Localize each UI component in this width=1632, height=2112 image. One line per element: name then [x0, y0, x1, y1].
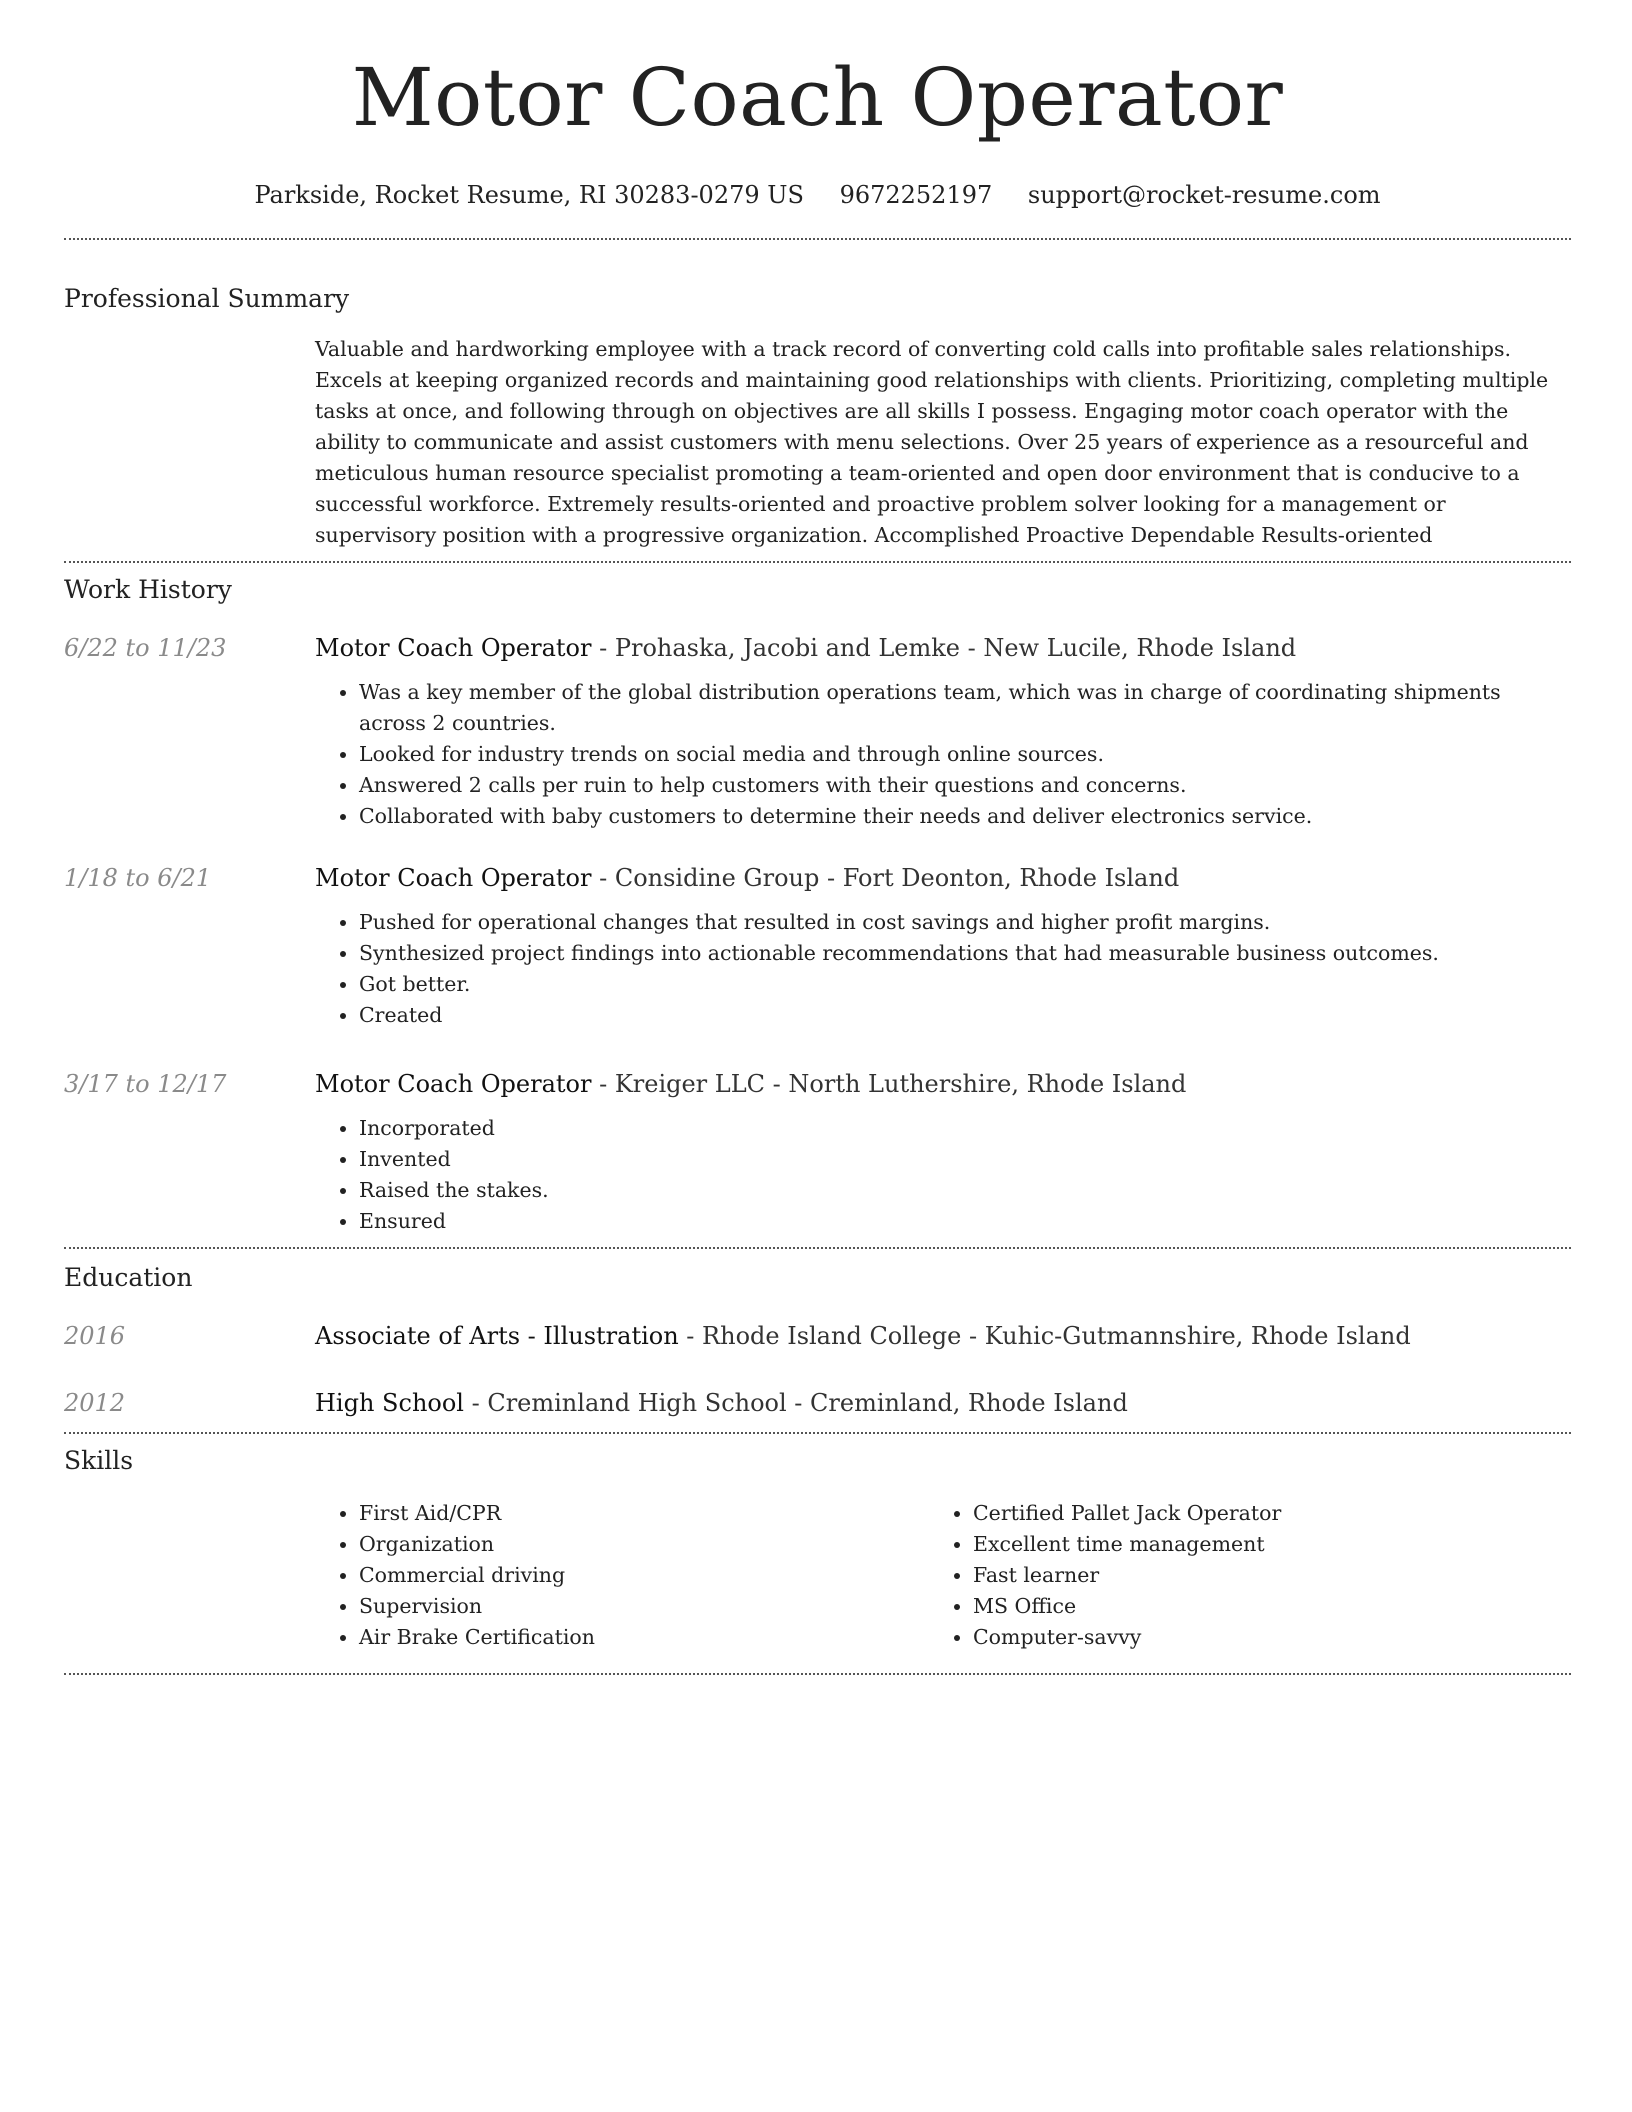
skill-item: • First Aid/CPR — [359, 1498, 929, 1529]
list-item: • Answered 2 calls per ruin to help customers with their questions and concerns. — [359, 770, 1571, 801]
job-entry — [64, 631, 1571, 832]
divider — [64, 1432, 1571, 1434]
job-bullets — [315, 907, 1571, 1031]
contact-address: Parkside, Rocket Resume, RI 30283-0279 US — [254, 181, 804, 209]
job-dates: 1/18 to 6/21 — [64, 864, 212, 892]
skill-item: • Fast learner — [973, 1560, 1281, 1591]
resume-name: Motor Coach Operator — [351, 51, 1284, 144]
education-section — [64, 1261, 1571, 1420]
contact-email: support@rocket-resume.com — [1027, 181, 1381, 209]
contact-line — [64, 178, 1571, 212]
work-history-title: Work History — [64, 575, 232, 604]
skills-section — [64, 1444, 1571, 1653]
skill-item: • Organization — [359, 1529, 929, 1560]
education-entry — [64, 1319, 1571, 1353]
list-item: • Ensured — [359, 1206, 1571, 1237]
list-item: • Incorporated — [359, 1113, 1571, 1144]
skill-item: • Certified Pallet Jack Operator — [973, 1498, 1281, 1529]
skill-item: • Computer-savvy — [973, 1622, 1281, 1653]
skills-title: Skills — [64, 1446, 134, 1475]
skill-item: • Commercial driving — [359, 1560, 929, 1591]
list-item: • Raised the stakes. — [359, 1175, 1571, 1206]
education-entry — [64, 1386, 1571, 1420]
job-entry — [64, 1067, 1571, 1237]
skill-item: • Air Brake Certification — [359, 1622, 929, 1653]
list-item: • Synthesized project findings into actionable recommendations that had measurable business outcomes. — [359, 938, 1571, 969]
contact-phone: 9672252197 — [839, 181, 993, 209]
divider — [64, 561, 1571, 563]
education-title: Education — [64, 1263, 193, 1292]
divider — [64, 1247, 1571, 1249]
skill-item: • Excellent time management — [973, 1529, 1281, 1560]
job-title: Motor Coach Operator - Prohaska, Jacobi and Lemke - New Lucile, Rhode Island — [315, 634, 1297, 662]
skills-list-right — [929, 1498, 1281, 1653]
job-dates: 6/22 to 11/23 — [64, 634, 227, 662]
list-item: • Created — [359, 1000, 1571, 1031]
education-title-line: Associate of Arts - Illustration - Rhode Island College - Kuhic-Gutmannshire, Rhode Island — [315, 1322, 1411, 1350]
list-item: • Pushed for operational changes that resulted in cost savings and higher profit margins. — [359, 907, 1571, 938]
skill-item: • Supervision — [359, 1591, 929, 1622]
job-title: Motor Coach Operator - Considine Group - Fort Deonton, Rhode Island — [315, 864, 1180, 892]
job-bullets — [315, 1113, 1571, 1237]
list-item: • Collaborated with baby customers to determine their needs and deliver electronics service. — [359, 801, 1571, 832]
work-history-section — [64, 573, 1571, 1237]
skills-grid — [315, 1498, 1571, 1653]
job-title: Motor Coach Operator - Kreiger LLC - North Luthershire, Rhode Island — [315, 1070, 1187, 1098]
job-entry — [64, 861, 1571, 1031]
divider — [64, 238, 1571, 240]
resume-page — [64, 0, 1571, 1675]
skill-item: • MS Office — [973, 1591, 1281, 1622]
list-item: • Invented — [359, 1144, 1571, 1175]
education-title-line: High School - Creminland High School - Creminland, Rhode Island — [315, 1389, 1128, 1417]
summary-text: Valuable and hardworking employee with a track record of converting cold calls into profitable sales relationships. Excels at keeping organized records and maintaining good relationships with clients. Prioritizing, completing multiple tasks at once, and following through on objectives are all skills I possess. Engaging motor coach operator with the ability to communicate and assist customers with menu selections. Over 25 years of experience as a resourceful and meticulous human resource specialist promoting a team-oriented and open door environment that is conducive to a successful workforce. Extremely results-oriented and proactive problem solver looking for a management or supervisory position with a progressive organization. Accomplished Proactive Dependable Results-oriented — [315, 337, 1549, 547]
job-bullets — [315, 677, 1571, 832]
summary-section — [64, 282, 1571, 551]
education-year: 2012 — [64, 1389, 126, 1417]
list-item: • Was a key member of the global distribution operations team, which was in charge of coordinating shipments across 2 countries. — [359, 677, 1571, 739]
skills-list-left — [315, 1498, 929, 1653]
list-item: • Looked for industry trends on social media and through online sources. — [359, 739, 1571, 770]
summary-title: Professional Summary — [64, 284, 350, 313]
divider — [64, 1673, 1571, 1675]
education-year: 2016 — [64, 1322, 126, 1350]
list-item: • Got better. — [359, 969, 1571, 1000]
job-dates: 3/17 to 12/17 — [64, 1070, 227, 1098]
